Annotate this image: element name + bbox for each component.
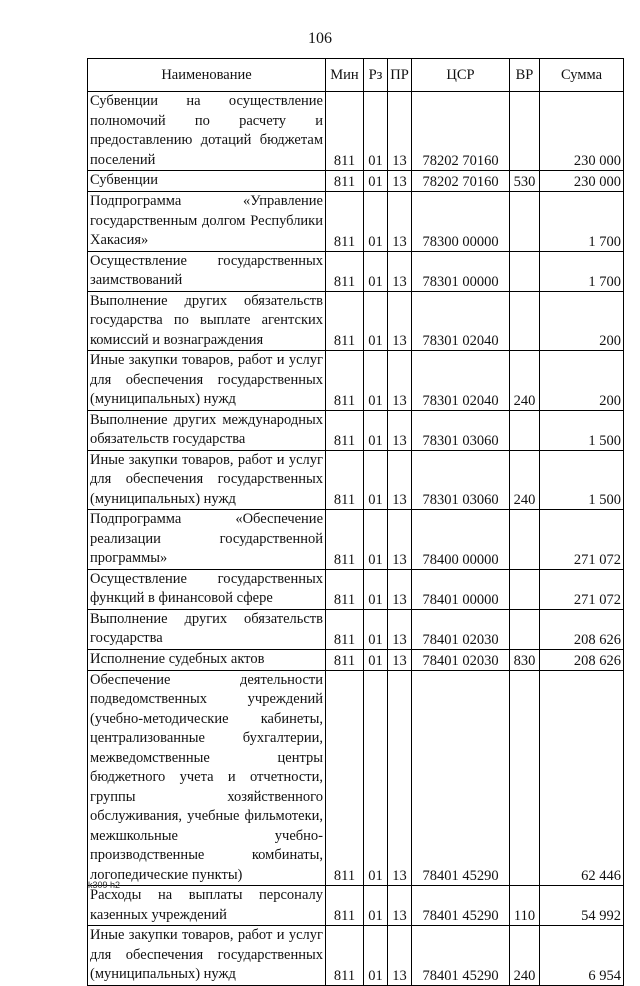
cell-vr: 240 <box>510 450 540 510</box>
cell-csr: 78401 45290 <box>412 926 510 986</box>
cell-pr: 13 <box>388 410 412 450</box>
cell-vr <box>510 670 540 886</box>
cell-rz: 01 <box>364 670 388 886</box>
cell-pr: 13 <box>388 670 412 886</box>
cell-csr: 78401 02030 <box>412 609 510 649</box>
cell-sum: 271 072 <box>540 510 624 570</box>
cell-vr <box>510 251 540 291</box>
cell-pr: 13 <box>388 569 412 609</box>
document-code: k309 h2 <box>88 880 121 890</box>
table-row <box>88 410 624 450</box>
cell-sum: 208 626 <box>540 609 624 649</box>
cell-sum: 62 446 <box>540 670 624 886</box>
cell-sum: 230 000 <box>540 92 624 171</box>
cell-sum: 1 500 <box>540 410 624 450</box>
cell-rz: 01 <box>364 192 388 252</box>
cell-csr: 78202 70160 <box>412 171 510 192</box>
cell-rz: 01 <box>364 450 388 510</box>
cell-name: Расходы на выплаты персоналу казенных учреждений <box>88 886 326 926</box>
cell-sum: 271 072 <box>540 569 624 609</box>
cell-min: 811 <box>326 649 364 670</box>
cell-name: Подпрограмма «Обеспечение реализации государственной программы» <box>88 510 326 570</box>
cell-min: 811 <box>326 510 364 570</box>
cell-min: 811 <box>326 450 364 510</box>
cell-pr: 13 <box>388 351 412 411</box>
cell-name: Обеспечение деятельности подведомственных учреждений (учебно-методические кабинеты, централизованные бухгалтерии, межведомственные центры бюджетного учета и отчетности, группы хозяйственного обслуживания, учебные фильмотеки, межшкольные учебно-производственные комбинаты, логопедические пункты) <box>88 670 326 886</box>
cell-sum: 1 700 <box>540 251 624 291</box>
cell-pr: 13 <box>388 251 412 291</box>
cell-vr <box>510 609 540 649</box>
cell-vr: 240 <box>510 926 540 986</box>
cell-vr: 530 <box>510 171 540 192</box>
cell-pr: 13 <box>388 92 412 171</box>
cell-vr <box>510 510 540 570</box>
cell-csr: 78300 00000 <box>412 192 510 252</box>
cell-vr <box>510 410 540 450</box>
cell-min: 811 <box>326 192 364 252</box>
cell-min: 811 <box>326 569 364 609</box>
cell-pr: 13 <box>388 171 412 192</box>
cell-csr: 78400 00000 <box>412 510 510 570</box>
cell-rz: 01 <box>364 291 388 351</box>
cell-name: Выполнение других обязательств государства <box>88 609 326 649</box>
cell-name: Выполнение других международных обязательств государства <box>88 410 326 450</box>
cell-csr: 78202 70160 <box>412 92 510 171</box>
cell-name: Субвенции на осуществление полномочий по расчету и предоставлению дотаций бюджетам поселений <box>88 92 326 171</box>
cell-min: 811 <box>326 351 364 411</box>
cell-min: 811 <box>326 609 364 649</box>
table-row <box>88 251 624 291</box>
cell-csr: 78401 00000 <box>412 569 510 609</box>
cell-name: Иные закупки товаров, работ и услуг для обеспечения государственных (муниципальных) нужд <box>88 450 326 510</box>
cell-min: 811 <box>326 92 364 171</box>
cell-min: 811 <box>326 291 364 351</box>
cell-rz: 01 <box>364 351 388 411</box>
cell-rz: 01 <box>364 92 388 171</box>
table-header-row <box>88 59 624 92</box>
cell-sum: 200 <box>540 351 624 411</box>
cell-vr: 830 <box>510 649 540 670</box>
page-number: 106 <box>308 30 332 47</box>
cell-sum: 1 500 <box>540 450 624 510</box>
cell-csr: 78301 00000 <box>412 251 510 291</box>
cell-rz: 01 <box>364 251 388 291</box>
cell-csr: 78401 02030 <box>412 649 510 670</box>
cell-rz: 01 <box>364 569 388 609</box>
header-csr: ЦСР <box>412 59 510 92</box>
cell-name: Исполнение судебных актов <box>88 649 326 670</box>
cell-vr: 240 <box>510 351 540 411</box>
cell-name: Выполнение других обязательств государства по выплате агентских комиссий и вознаграждения <box>88 291 326 351</box>
cell-pr: 13 <box>388 450 412 510</box>
table-row <box>88 192 624 252</box>
cell-pr: 13 <box>388 510 412 570</box>
cell-min: 811 <box>326 926 364 986</box>
budget-table <box>87 58 624 986</box>
table-row <box>88 92 624 171</box>
header-rz: Рз <box>364 59 388 92</box>
table-row <box>88 649 624 670</box>
table-row <box>88 291 624 351</box>
table-row <box>88 351 624 411</box>
cell-rz: 01 <box>364 609 388 649</box>
cell-csr: 78301 03060 <box>412 410 510 450</box>
cell-rz: 01 <box>364 410 388 450</box>
cell-sum: 54 992 <box>540 886 624 926</box>
table-row <box>88 670 624 886</box>
cell-pr: 13 <box>388 609 412 649</box>
cell-rz: 01 <box>364 926 388 986</box>
header-vr: ВР <box>510 59 540 92</box>
header-pr: ПР <box>388 59 412 92</box>
cell-vr <box>510 569 540 609</box>
cell-csr: 78301 02040 <box>412 351 510 411</box>
cell-sum: 200 <box>540 291 624 351</box>
cell-rz: 01 <box>364 171 388 192</box>
header-sum: Сумма <box>540 59 624 92</box>
cell-rz: 01 <box>364 649 388 670</box>
cell-pr: 13 <box>388 192 412 252</box>
header-name: Наименование <box>88 59 326 92</box>
table-row <box>88 569 624 609</box>
cell-vr <box>510 92 540 171</box>
cell-csr: 78401 45290 <box>412 670 510 886</box>
table-row <box>88 171 624 192</box>
cell-csr: 78301 02040 <box>412 291 510 351</box>
cell-min: 811 <box>326 410 364 450</box>
table-row <box>88 609 624 649</box>
table-row <box>88 886 624 926</box>
cell-name: Иные закупки товаров, работ и услуг для обеспечения государственных (муниципальных) нужд <box>88 351 326 411</box>
table-row <box>88 926 624 986</box>
cell-sum: 208 626 <box>540 649 624 670</box>
cell-pr: 13 <box>388 926 412 986</box>
cell-vr: 110 <box>510 886 540 926</box>
cell-name: Субвенции <box>88 171 326 192</box>
cell-name: Подпрограмма «Управление государственным долгом Республики Хакасия» <box>88 192 326 252</box>
table-row <box>88 450 624 510</box>
cell-min: 811 <box>326 886 364 926</box>
cell-sum: 1 700 <box>540 192 624 252</box>
cell-rz: 01 <box>364 510 388 570</box>
cell-name: Осуществление государственных функций в финансовой сфере <box>88 569 326 609</box>
cell-min: 811 <box>326 251 364 291</box>
cell-name: Осуществление государственных заимствований <box>88 251 326 291</box>
cell-min: 811 <box>326 670 364 886</box>
cell-vr <box>510 192 540 252</box>
table-row <box>88 510 624 570</box>
cell-name: Иные закупки товаров, работ и услуг для обеспечения государственных (муниципальных) нужд <box>88 926 326 986</box>
cell-min: 811 <box>326 171 364 192</box>
cell-csr: 78301 03060 <box>412 450 510 510</box>
cell-sum: 230 000 <box>540 171 624 192</box>
cell-pr: 13 <box>388 886 412 926</box>
cell-pr: 13 <box>388 649 412 670</box>
cell-pr: 13 <box>388 291 412 351</box>
cell-rz: 01 <box>364 886 388 926</box>
cell-csr: 78401 45290 <box>412 886 510 926</box>
cell-sum: 6 954 <box>540 926 624 986</box>
cell-vr <box>510 291 540 351</box>
header-min: Мин <box>326 59 364 92</box>
